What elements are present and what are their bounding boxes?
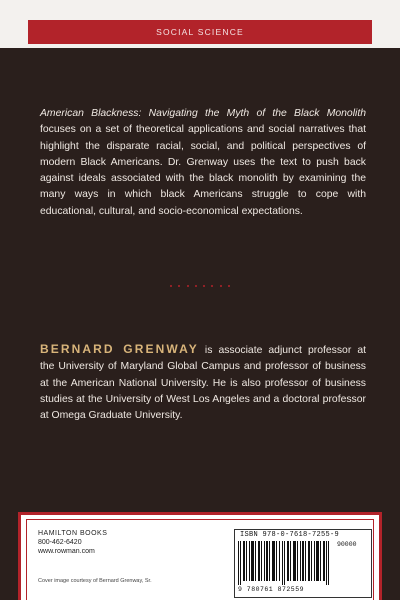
dot <box>228 285 230 287</box>
dot <box>211 285 213 287</box>
book-title: American Blackness: Navigating the Myth of the Black Monolith <box>40 108 366 119</box>
price-code: 90000 <box>337 541 357 548</box>
publisher-website: www.rowman.com <box>38 548 95 555</box>
dot <box>195 285 197 287</box>
description-text: focuses on a set of theoretical applications and social narratives that highlight the disparate racial, social, and political perspectives of modern Black Americans. Dr. Grenway uses the text to push back against ideals associated with the black monolith by examining the many ways in which black Americans struggle to cope with educational, cultural, and socio-economical expectations. <box>40 124 366 217</box>
category-banner <box>28 20 372 44</box>
ean-digits: 9 780761 872559 <box>238 586 305 593</box>
author-name: BERNARD GRENWAY <box>40 342 199 356</box>
image-credit: Cover image courtesy of Bernard Grenway, Sr. <box>38 578 152 584</box>
publisher-block <box>38 529 107 556</box>
publisher-phone: 800-462-6420 <box>38 539 82 546</box>
dot <box>170 285 172 287</box>
category-label: SOCIAL SCIENCE <box>156 27 244 37</box>
dot <box>203 285 205 287</box>
divider-dots <box>170 285 230 289</box>
isbn-label: ISBN 978-0-7618-7255-9 <box>240 531 340 539</box>
author-bio-text: is associate adjunct professor at the University of Maryland Global Campus and professor of business at the American National University. He is also professor of business studies at the University of West Los Angeles and a doctoral professor at Omega Graduate University. <box>40 345 366 422</box>
author-bio <box>40 341 366 424</box>
dot <box>187 285 189 287</box>
publisher-name: HAMILTON BOOKS <box>38 530 108 537</box>
dot <box>220 285 222 287</box>
book-description <box>40 106 366 220</box>
dot <box>178 285 180 287</box>
barcode-icon <box>238 541 334 585</box>
